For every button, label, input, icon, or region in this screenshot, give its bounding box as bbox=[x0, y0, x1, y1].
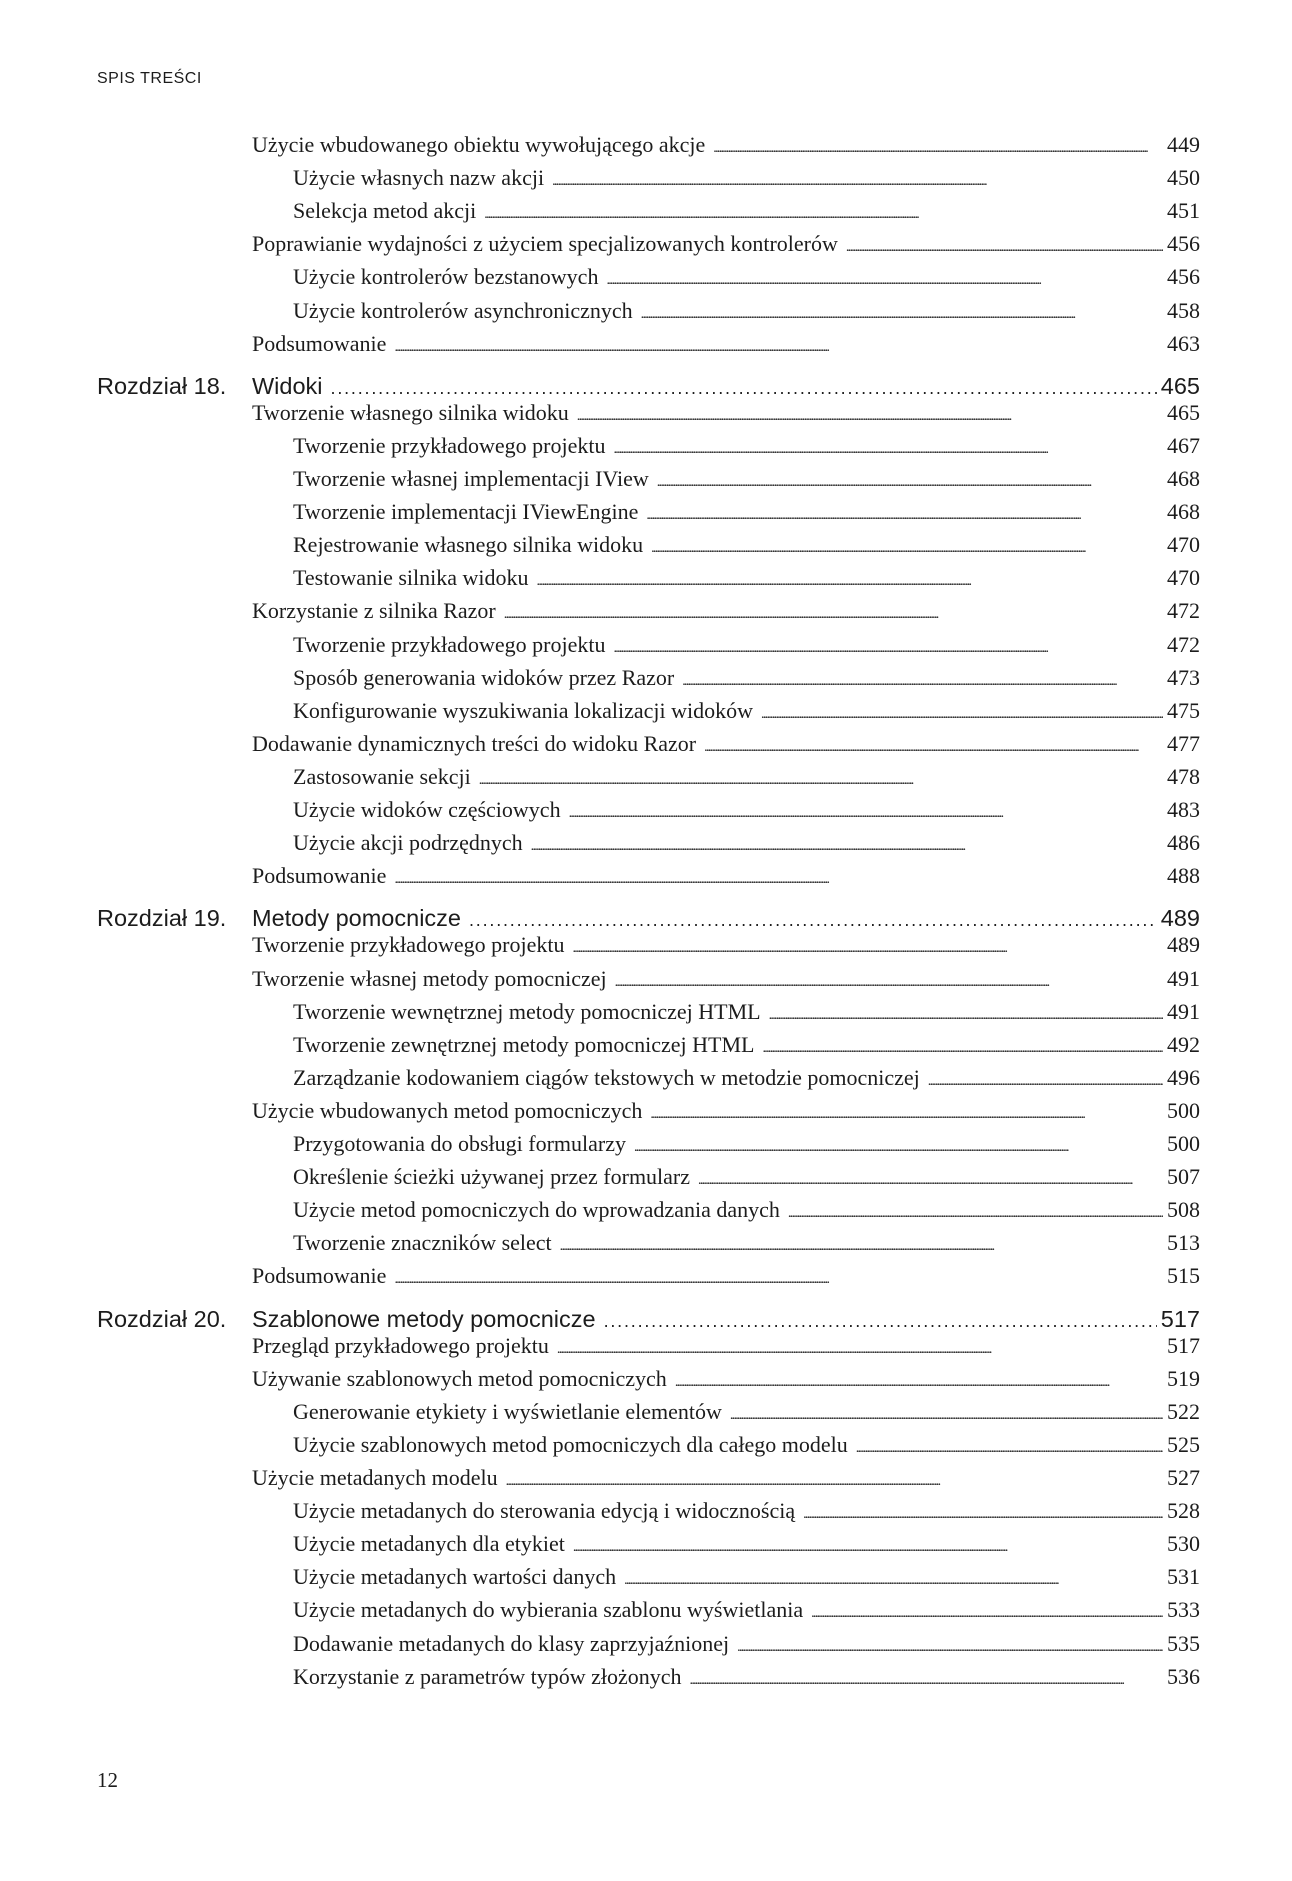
toc-section-entry[interactable] bbox=[97, 1463, 1200, 1493]
entry-title: Używanie szablonowych metod pomocniczych bbox=[252, 1365, 667, 1391]
entry-page-number: 525 bbox=[1167, 1431, 1200, 1457]
leader-dots bbox=[572, 930, 1163, 964]
entry-page-number: 450 bbox=[1167, 165, 1200, 191]
entry-page-number: 475 bbox=[1167, 697, 1200, 723]
entry-title: Użycie metadanych dla etykiet bbox=[293, 1531, 565, 1557]
leader-dots bbox=[557, 1331, 1163, 1365]
entry-page-number: 489 bbox=[1167, 932, 1200, 958]
toc-subsection-entry[interactable] bbox=[97, 1063, 1200, 1093]
entry-title: Podsumowanie bbox=[252, 863, 387, 889]
leader-dots bbox=[928, 1063, 1163, 1097]
toc-section-entry[interactable] bbox=[97, 596, 1200, 626]
toc-subsection-entry[interactable] bbox=[97, 1195, 1200, 1225]
toc-subsection-entry[interactable] bbox=[97, 196, 1200, 226]
toc-subsection-entry[interactable] bbox=[97, 1397, 1200, 1427]
leader-dots bbox=[479, 762, 1163, 796]
entry-page-number: 465 bbox=[1167, 399, 1200, 425]
entry-title: Tworzenie własnej metody pomocniczej bbox=[252, 965, 607, 991]
toc-section-entry[interactable] bbox=[97, 930, 1200, 960]
entry-title: Korzystanie z silnika Razor bbox=[252, 598, 496, 624]
entry-title: Sposób generowania widoków przez Razor bbox=[293, 664, 675, 690]
entry-page-number: 530 bbox=[1167, 1531, 1200, 1557]
toc-subsection-entry[interactable] bbox=[97, 1595, 1200, 1625]
entry-page-number: 500 bbox=[1167, 1131, 1200, 1156]
toc-subsection-entry[interactable] bbox=[97, 1430, 1200, 1460]
entry-title: Tworzenie zewnętrznej metody pomocniczej HTML bbox=[293, 1031, 755, 1057]
entry-page-number: 456 bbox=[1167, 231, 1200, 257]
page-number: 12 bbox=[97, 1768, 118, 1792]
leader-dots bbox=[613, 630, 1163, 664]
toc-subsection-entry[interactable] bbox=[97, 163, 1200, 193]
toc-subsection-entry[interactable] bbox=[97, 563, 1200, 593]
leader-dots bbox=[552, 163, 1163, 197]
entry-title: Testowanie silnika widoku bbox=[293, 565, 529, 591]
toc-section-entry[interactable] bbox=[97, 1331, 1200, 1361]
toc-subsection-entry[interactable] bbox=[97, 762, 1200, 792]
toc-section-entry[interactable] bbox=[97, 729, 1200, 759]
toc-section-entry[interactable] bbox=[97, 1096, 1200, 1126]
entry-title: Użycie szablonowych metod pomocniczych dla całego modelu bbox=[293, 1431, 848, 1457]
entry-page-number: 472 bbox=[1167, 631, 1200, 657]
entry-title: Użycie metod pomocniczych do wprowadzania danych bbox=[293, 1197, 780, 1223]
entry-page-number: 507 bbox=[1167, 1164, 1200, 1190]
leader-dots bbox=[484, 196, 1163, 230]
entry-page-number: 536 bbox=[1167, 1663, 1200, 1689]
leader-dots bbox=[394, 329, 1163, 363]
entry-page-number: 500 bbox=[1167, 1097, 1200, 1123]
entry-title: Widoki bbox=[252, 372, 323, 399]
entry-page-number: 517 bbox=[1160, 1305, 1200, 1332]
toc-subsection-entry[interactable] bbox=[97, 663, 1200, 693]
toc-section-entry[interactable] bbox=[97, 1261, 1200, 1291]
entry-page-number: 492 bbox=[1167, 1031, 1200, 1057]
entry-page-number: 472 bbox=[1167, 598, 1200, 624]
chapter-number: Rozdział 20. bbox=[97, 1305, 227, 1332]
entry-title: Zastosowanie sekcji bbox=[293, 763, 471, 789]
toc-subsection-entry[interactable] bbox=[97, 1629, 1200, 1659]
leader-dots bbox=[651, 530, 1163, 564]
leader-dots bbox=[646, 497, 1163, 531]
toc-section-entry[interactable] bbox=[97, 1364, 1200, 1394]
entry-page-number: 468 bbox=[1167, 499, 1200, 525]
entry-page-number: 522 bbox=[1167, 1398, 1200, 1424]
entry-title: Dodawanie dynamicznych treści do widoku Razor bbox=[252, 730, 697, 756]
table-of-contents bbox=[97, 0, 1200, 1881]
entry-page-number: 491 bbox=[1167, 965, 1200, 991]
entry-page-number: 463 bbox=[1167, 330, 1200, 356]
entry-page-number: 527 bbox=[1167, 1465, 1200, 1490]
leader-dots bbox=[763, 1030, 1164, 1064]
chapter-number: Rozdział 18. bbox=[97, 372, 227, 399]
leader-dots bbox=[788, 1195, 1163, 1229]
entry-title: Użycie metadanych do wybierania szablonu wyświetlania bbox=[293, 1597, 804, 1623]
entry-page-number: 470 bbox=[1167, 565, 1200, 591]
running-header: SPIS TREŚCI bbox=[97, 70, 202, 87]
leader-dots bbox=[560, 1228, 1163, 1262]
toc-section-entry[interactable] bbox=[97, 861, 1200, 891]
entry-title: Użycie własnych nazw akcji bbox=[293, 165, 545, 191]
toc-subsection-entry[interactable] bbox=[97, 497, 1200, 527]
entry-page-number: 488 bbox=[1167, 863, 1200, 889]
entry-page-number: 456 bbox=[1167, 264, 1200, 290]
leader-dots bbox=[737, 1629, 1163, 1663]
entry-title: Tworzenie przykładowego projektu bbox=[293, 432, 606, 458]
entry-page-number: 449 bbox=[1167, 132, 1200, 157]
entry-title: Tworzenie własnego silnika widoku bbox=[252, 399, 569, 425]
toc-subsection-entry[interactable] bbox=[97, 530, 1200, 560]
leader-dots bbox=[624, 1562, 1163, 1596]
entry-title: Przygotowania do obsługi formularzy bbox=[293, 1131, 626, 1156]
leader-dots bbox=[531, 828, 1163, 862]
entry-page-number: 458 bbox=[1167, 297, 1200, 323]
toc-subsection-entry[interactable] bbox=[97, 1529, 1200, 1559]
leader-dots bbox=[704, 729, 1163, 763]
toc-subsection-entry[interactable] bbox=[97, 1662, 1200, 1692]
entry-page-number: 535 bbox=[1167, 1630, 1200, 1656]
entry-page-number: 531 bbox=[1167, 1564, 1200, 1590]
toc-subsection-entry[interactable] bbox=[97, 1562, 1200, 1592]
leader-dots bbox=[675, 1364, 1163, 1398]
entry-title: Tworzenie przykładowego projektu bbox=[252, 932, 565, 958]
entry-title: Selekcja metod akcji bbox=[293, 198, 477, 224]
leader-dots bbox=[698, 1162, 1163, 1196]
entry-title: Tworzenie wewnętrznej metody pomocniczej HTML bbox=[293, 998, 761, 1024]
entry-title: Metody pomocnicze bbox=[252, 905, 461, 932]
leader-dots bbox=[769, 997, 1163, 1031]
entry-title: Podsumowanie bbox=[252, 330, 387, 356]
leader-dots bbox=[641, 296, 1163, 330]
entry-page-number: 528 bbox=[1167, 1498, 1200, 1524]
toc-subsection-entry[interactable] bbox=[97, 1129, 1200, 1159]
entry-title: Użycie widoków częściowych bbox=[293, 797, 561, 822]
entry-page-number: 451 bbox=[1167, 198, 1200, 224]
entry-title: Użycie kontrolerów bezstanowych bbox=[293, 264, 599, 290]
leader-dots bbox=[856, 1430, 1163, 1464]
leader-dots bbox=[634, 1129, 1163, 1163]
entry-title: Zarządzanie kodowaniem ciągów tekstowych w metodzie pomocniczej bbox=[293, 1064, 920, 1090]
leader-dots bbox=[613, 431, 1163, 465]
entry-page-number: 508 bbox=[1167, 1197, 1200, 1223]
entry-page-number: 467 bbox=[1167, 432, 1200, 458]
entry-page-number: 496 bbox=[1167, 1064, 1200, 1090]
entry-page-number: 533 bbox=[1167, 1597, 1200, 1623]
entry-page-number: 468 bbox=[1167, 466, 1200, 491]
entry-title: Tworzenie implementacji IViewEngine bbox=[293, 499, 639, 525]
entry-title: Rejestrowanie własnego silnika widoku bbox=[293, 532, 644, 558]
leader-dots bbox=[690, 1662, 1163, 1696]
entry-page-number: 489 bbox=[1160, 905, 1200, 932]
entry-title: Określenie ścieżki używanej przez formularz bbox=[293, 1164, 691, 1190]
leader-dots bbox=[846, 229, 1163, 263]
leader-dots bbox=[811, 1595, 1163, 1629]
leader-dots bbox=[713, 130, 1163, 164]
leader-dots bbox=[730, 1397, 1163, 1431]
entry-title: Użycie wbudowanego obiektu wywołującego akcje bbox=[252, 132, 706, 157]
toc-subsection-entry[interactable] bbox=[97, 630, 1200, 660]
toc-subsection-entry[interactable] bbox=[97, 997, 1200, 1027]
leader-dots bbox=[569, 795, 1163, 829]
toc-subsection-entry[interactable] bbox=[97, 296, 1200, 326]
leader-dots bbox=[577, 398, 1163, 432]
toc-subsection-entry[interactable] bbox=[97, 795, 1200, 825]
toc-subsection-entry[interactable] bbox=[97, 828, 1200, 858]
entry-page-number: 483 bbox=[1167, 797, 1200, 822]
entry-page-number: 515 bbox=[1167, 1263, 1200, 1289]
entry-page-number: 513 bbox=[1167, 1230, 1200, 1256]
entry-page-number: 519 bbox=[1167, 1365, 1200, 1391]
toc-section-entry[interactable] bbox=[97, 329, 1200, 359]
entry-page-number: 517 bbox=[1167, 1332, 1200, 1358]
entry-title: Tworzenie własnej implementacji IView bbox=[293, 466, 649, 491]
entry-title: Użycie metadanych wartości danych bbox=[293, 1564, 617, 1590]
toc-section-entry[interactable] bbox=[97, 398, 1200, 428]
entry-title: Generowanie etykiety i wyświetlanie elementów bbox=[293, 1398, 722, 1424]
entry-title: Dodawanie metadanych do klasy zaprzyjaźnionej bbox=[293, 1630, 730, 1656]
entry-title: Użycie wbudowanych metod pomocniczych bbox=[252, 1097, 643, 1123]
leader-dots bbox=[615, 964, 1163, 998]
entry-title: Tworzenie przykładowego projektu bbox=[293, 631, 606, 657]
leader-dots bbox=[537, 563, 1163, 597]
entry-page-number: 491 bbox=[1167, 998, 1200, 1024]
leader-dots bbox=[606, 262, 1163, 296]
toc-subsection-entry[interactable] bbox=[97, 431, 1200, 461]
leader-dots bbox=[573, 1529, 1163, 1563]
toc-section-entry[interactable] bbox=[97, 229, 1200, 259]
toc-subsection-entry[interactable] bbox=[97, 696, 1200, 726]
entry-title: Przegląd przykładowego projektu bbox=[252, 1332, 549, 1358]
entry-title: Użycie akcji podrzędnych bbox=[293, 830, 523, 856]
toc-section-entry[interactable] bbox=[97, 130, 1200, 160]
chapter-number: Rozdział 19. bbox=[97, 905, 227, 932]
leader-dots bbox=[394, 861, 1163, 895]
entry-page-number: 473 bbox=[1167, 664, 1200, 690]
entry-title: Konfigurowanie wyszukiwania lokalizacji widoków bbox=[293, 697, 754, 723]
leader-dots bbox=[650, 1096, 1163, 1130]
entry-title: Tworzenie znaczników select bbox=[293, 1230, 552, 1256]
leader-dots bbox=[803, 1496, 1163, 1530]
entry-page-number: 470 bbox=[1167, 532, 1200, 558]
toc-subsection-entry[interactable] bbox=[97, 1228, 1200, 1258]
leader-dots bbox=[682, 663, 1163, 697]
leader-dots bbox=[506, 1463, 1163, 1497]
toc-subsection-entry[interactable] bbox=[97, 1162, 1200, 1192]
entry-title: Podsumowanie bbox=[252, 1263, 387, 1289]
leader-dots bbox=[761, 696, 1163, 730]
entry-page-number: 478 bbox=[1167, 763, 1200, 789]
entry-title: Użycie kontrolerów asynchronicznych bbox=[293, 297, 633, 323]
toc-subsection-entry[interactable] bbox=[97, 464, 1200, 494]
toc-subsection-entry[interactable] bbox=[97, 1030, 1200, 1060]
leader-dots bbox=[504, 596, 1163, 630]
entry-title: Użycie metadanych do sterowania edycją i widocznością bbox=[293, 1498, 796, 1524]
entry-title: Korzystanie z parametrów typów złożonych bbox=[293, 1663, 682, 1689]
entry-title: Szablonowe metody pomocnicze bbox=[252, 1305, 596, 1332]
entry-page-number: 465 bbox=[1160, 372, 1200, 399]
toc-subsection-entry[interactable] bbox=[97, 262, 1200, 292]
toc-section-entry[interactable] bbox=[97, 964, 1200, 994]
leader-dots bbox=[657, 464, 1163, 498]
toc-subsection-entry[interactable] bbox=[97, 1496, 1200, 1526]
entry-title: Użycie metadanych modelu bbox=[252, 1465, 498, 1490]
entry-page-number: 486 bbox=[1167, 830, 1200, 856]
entry-title: Poprawianie wydajności z użyciem specjalizowanych kontrolerów bbox=[252, 231, 838, 257]
leader-dots bbox=[394, 1261, 1163, 1295]
entry-page-number: 477 bbox=[1167, 730, 1200, 756]
